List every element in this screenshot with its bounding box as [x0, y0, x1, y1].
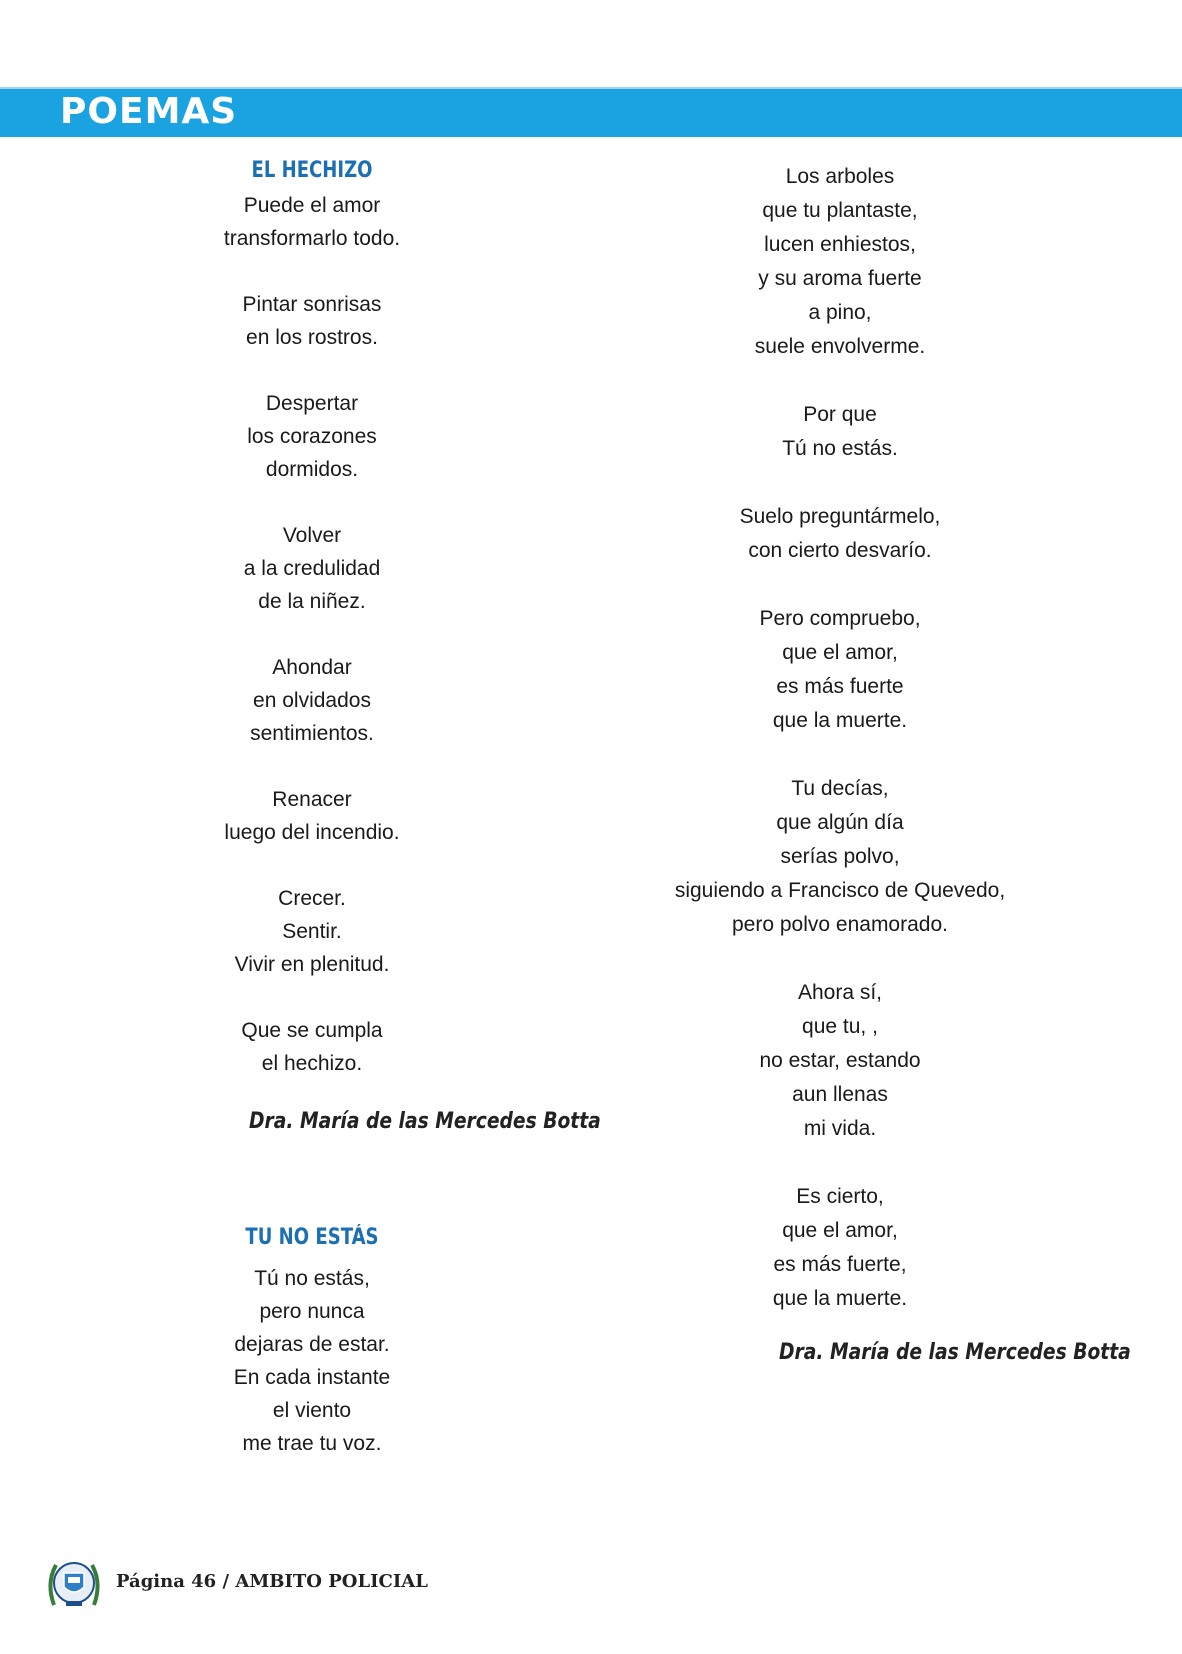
stanza	[112, 288, 512, 354]
poem-line: Los arboles	[785, 165, 895, 188]
poem-author: Dra. María de las Mercedes Botta	[779, 1340, 1131, 1365]
poem-tu-no-estas-title-wrap	[112, 1225, 512, 1256]
stanza	[112, 651, 512, 750]
poem-line: es más fuerte	[776, 675, 904, 698]
poem-line: que el amor,	[782, 1219, 898, 1242]
section-banner	[0, 87, 1182, 137]
poem-line: que el amor,	[782, 641, 898, 664]
stanza	[112, 1361, 512, 1460]
stanza	[112, 783, 512, 849]
page-number: Página 46	[116, 1571, 217, 1592]
poem-line: a pino,	[808, 301, 872, 324]
poem-line: En cada instante	[233, 1366, 391, 1389]
poem-line: suele envolverme.	[754, 335, 926, 358]
publication-name: AMBITO POLICIAL	[235, 1571, 428, 1592]
poem-line: en olvidados	[253, 689, 371, 712]
stanza	[112, 387, 512, 486]
stanza	[640, 398, 1040, 466]
stanza	[112, 1014, 512, 1080]
poem-line: que algún día	[776, 811, 904, 834]
poem-line: los corazones	[247, 425, 377, 448]
poem-line: lucen enhiestos,	[764, 233, 916, 256]
stanza	[112, 519, 512, 618]
poem-author: Dra. María de las Mercedes Botta	[249, 1109, 601, 1134]
poem-line: Vivir en plenitud.	[234, 953, 390, 976]
poem-line: siguiendo a Francisco de Quevedo,	[674, 879, 1006, 902]
stanza	[640, 160, 1040, 364]
stanza	[112, 189, 512, 255]
poem-line: Tú no estás.	[782, 437, 898, 460]
poem-line: dejaras de estar.	[234, 1333, 390, 1356]
poem-line: que tu, ,	[802, 1015, 878, 1038]
poem-line: el hechizo.	[261, 1052, 363, 1075]
section-title: POEMAS	[60, 91, 238, 132]
stanza	[640, 772, 1040, 942]
poem-line: mi vida.	[803, 1117, 877, 1140]
poem-line: y su aroma fuerte	[758, 267, 922, 290]
poem-line: Pero compruebo,	[759, 607, 921, 630]
poem-line: que tu plantaste,	[762, 199, 918, 222]
poem-line: Tu decías,	[791, 777, 889, 800]
poem-line: Ahora sí,	[797, 981, 883, 1004]
poem-body	[112, 1262, 512, 1460]
poem-line: Sentir.	[282, 920, 342, 943]
poem-line: Pintar sonrisas	[242, 293, 382, 316]
poem-line: con cierto desvarío.	[748, 539, 932, 562]
poem-title: TU NO ESTÁS	[245, 1225, 379, 1250]
poem-line: sentimientos.	[250, 722, 374, 745]
poem-line: de la niñez.	[258, 590, 366, 613]
poem-line: Crecer.	[278, 887, 346, 910]
poem-line: que la muerte.	[772, 1287, 908, 1310]
poem-line: es más fuerte,	[773, 1253, 907, 1276]
footer-text	[116, 1571, 428, 1592]
poem-line: a la credulidad	[243, 557, 381, 580]
poem-line: luego del incendio.	[224, 821, 400, 844]
footer-separator: /	[222, 1571, 230, 1592]
poem-body	[640, 160, 1040, 1316]
poem-line: Despertar	[265, 392, 359, 415]
poem-line: me trae tu voz.	[242, 1432, 382, 1455]
stanza	[640, 1180, 1040, 1316]
poem-line: que la muerte.	[772, 709, 908, 732]
poem-line: Que se cumpla	[241, 1019, 383, 1042]
poem-line: no estar, estando	[759, 1049, 921, 1072]
poem-line: Por que	[803, 403, 877, 426]
poem-line: pero polvo enamorado.	[732, 913, 948, 936]
stanza	[112, 1262, 512, 1361]
poem-line: dormidos.	[265, 458, 359, 481]
poem-title: EL HECHIZO	[251, 158, 373, 183]
stanza	[640, 500, 1040, 568]
stanza	[640, 602, 1040, 738]
poem-el-hechizo	[112, 158, 512, 1080]
poem-line: serías polvo,	[780, 845, 900, 868]
poem-line: Volver	[282, 524, 342, 547]
poem-line: en los rostros.	[246, 326, 378, 349]
poem-line: Es cierto,	[796, 1185, 884, 1208]
poem-line: transformarlo todo.	[223, 227, 401, 250]
poem-line: Suelo preguntármelo,	[739, 505, 941, 528]
poem-body	[112, 189, 512, 1080]
stanza	[640, 976, 1040, 1146]
poem-line: Renacer	[272, 788, 352, 811]
poem-line: el viento	[272, 1399, 352, 1422]
poem-line: Ahondar	[272, 656, 352, 679]
police-seal-icon	[44, 1553, 104, 1613]
poem-line: Tú no estás,	[254, 1267, 370, 1290]
poem-line: pero nunca	[259, 1300, 365, 1323]
poem-tu-no-estas-part1	[112, 1262, 512, 1460]
stanza	[112, 882, 512, 981]
poem-line: aun llenas	[792, 1083, 888, 1106]
poem-line: Puede el amor	[243, 194, 381, 217]
poem-tu-no-estas-part2	[640, 160, 1040, 1316]
